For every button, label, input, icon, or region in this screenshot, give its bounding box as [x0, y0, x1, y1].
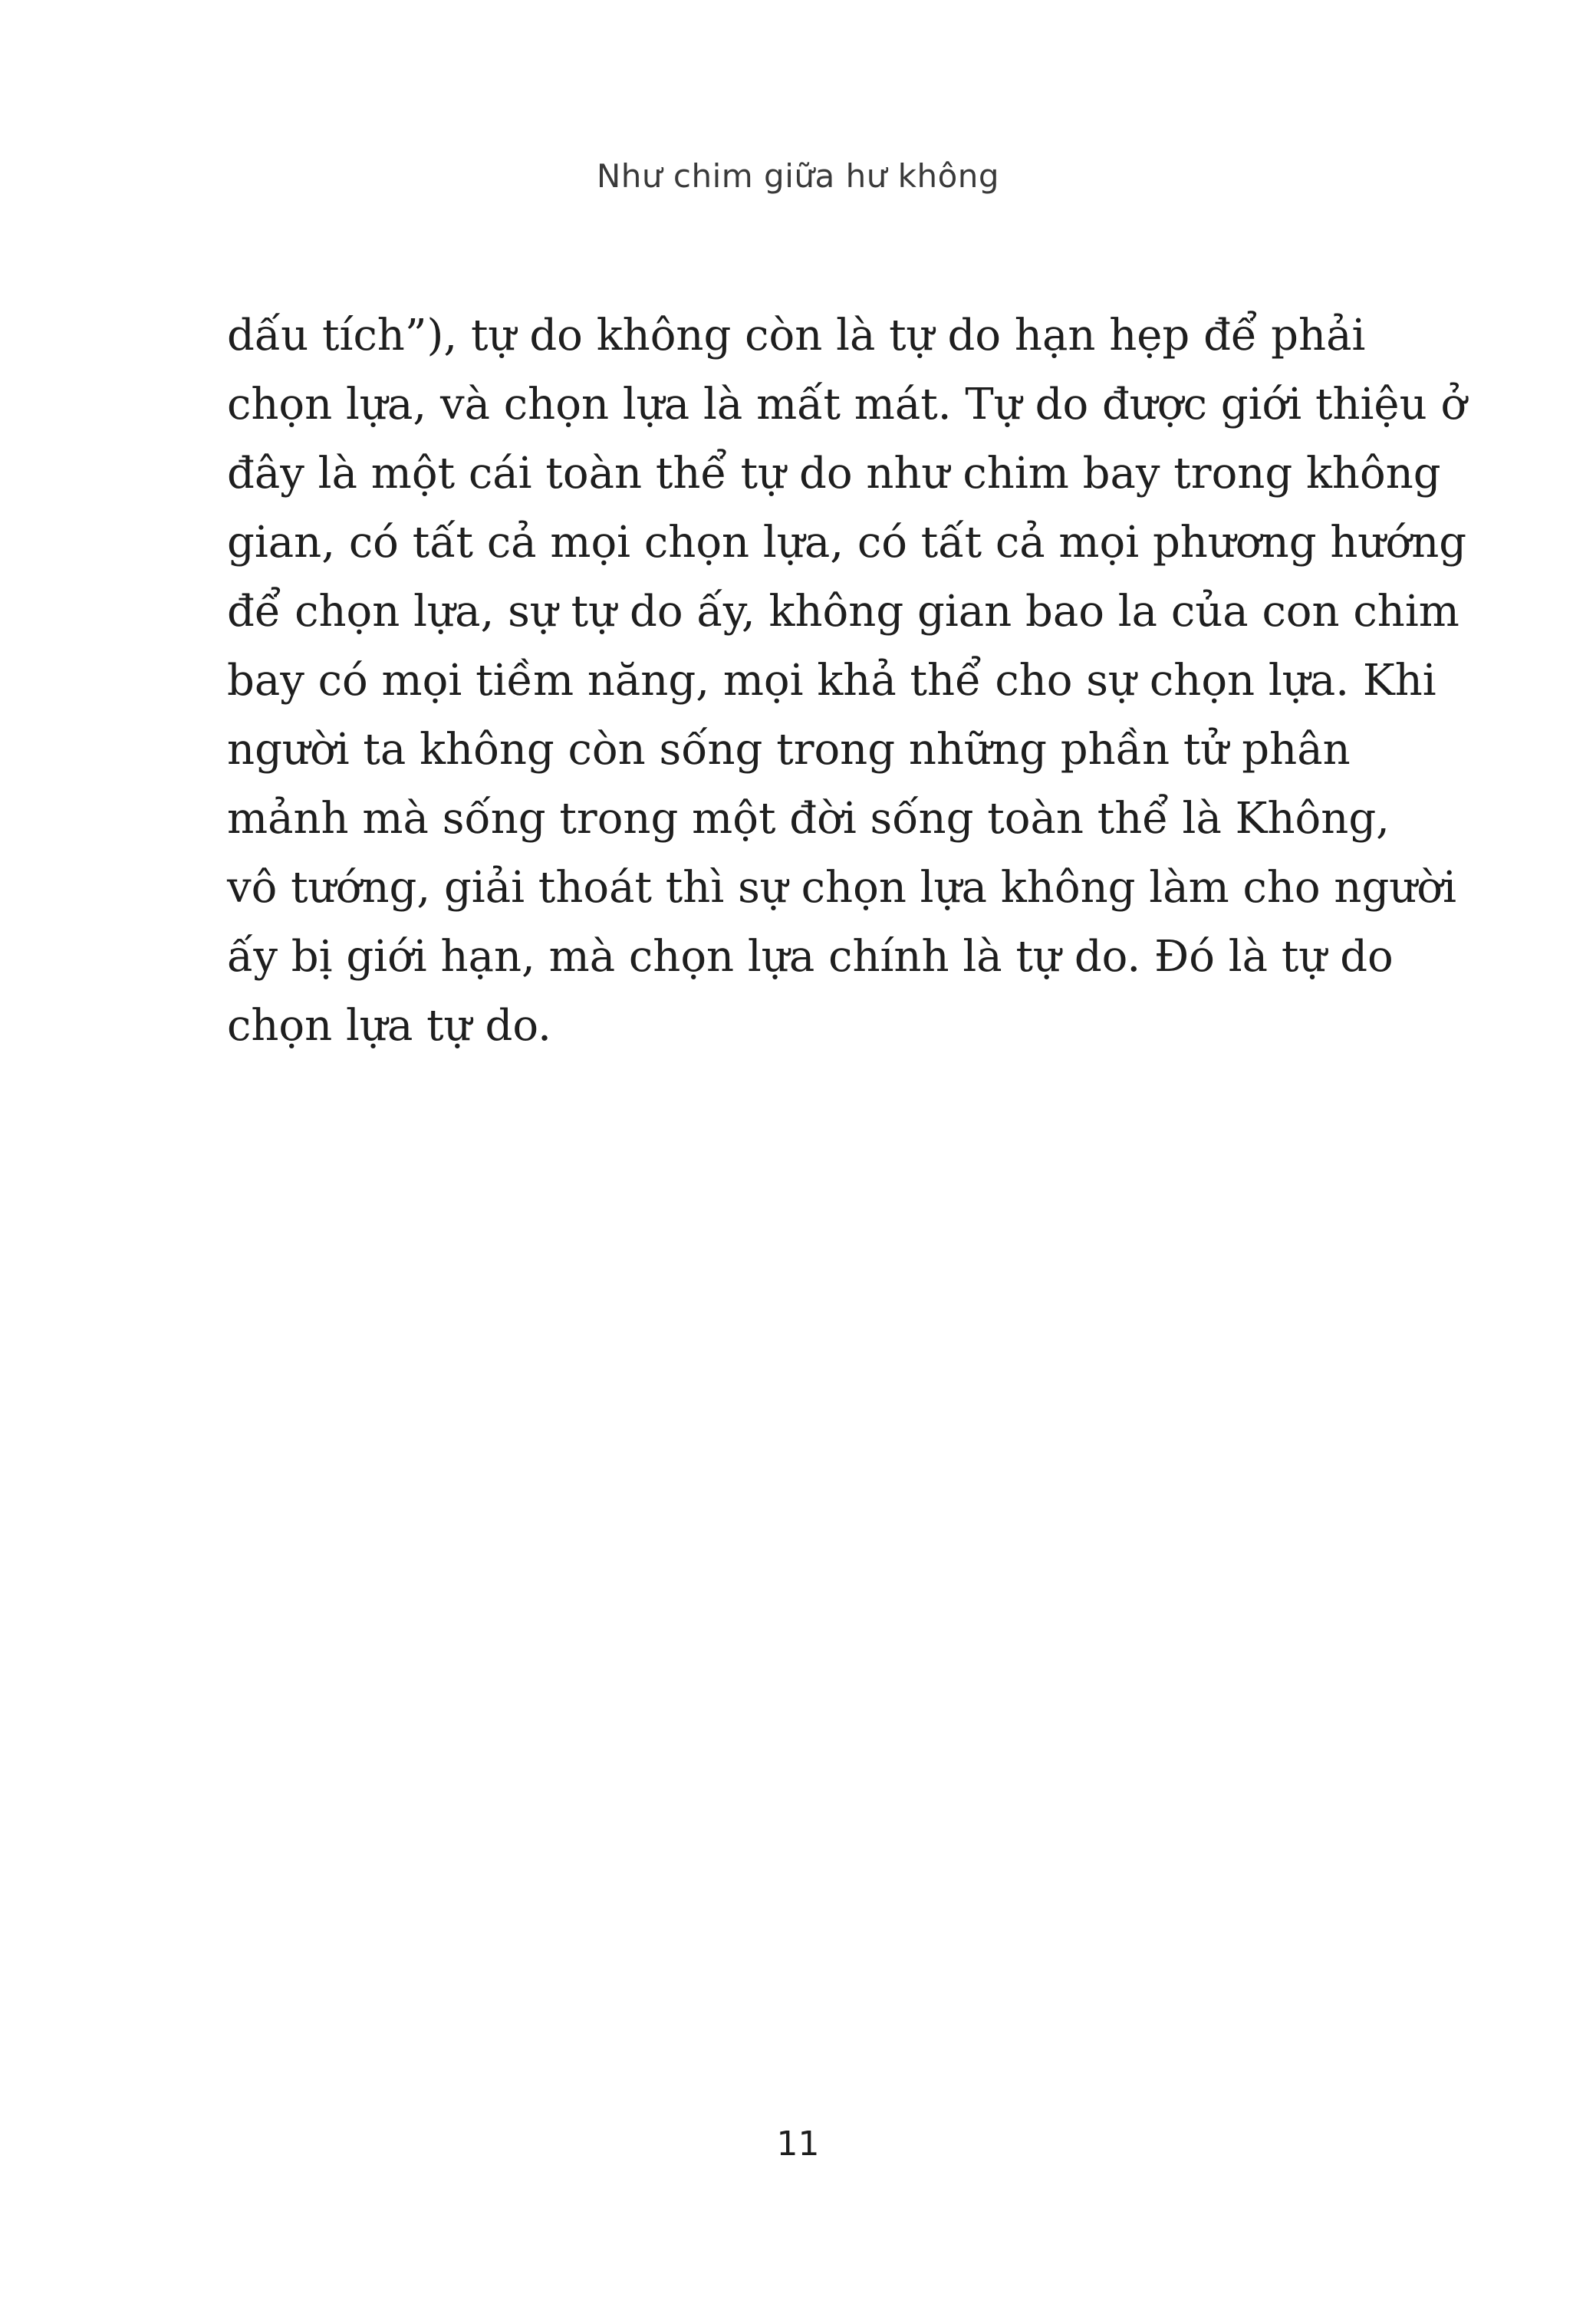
- paragraph-line: ấy bị giới hạn, mà chọn lựa chính là tự do. Đó là tự do: [227, 932, 1394, 982]
- running-header-title: Như chim giữa hư không: [596, 157, 1000, 195]
- paragraph-line: mảnh mà sống trong một đời sống toàn thể là Không,: [227, 794, 1390, 844]
- paragraph-line: gian, có tất cả mọi chọn lựa, có tất cả mọi phương hướng: [227, 518, 1467, 568]
- paragraph-line: chọn lựa tự do.: [227, 1001, 551, 1051]
- page-number: 11: [776, 2124, 820, 2164]
- paragraph-line: để chọn lựa, sự tự do ấy, không gian bao la của con chim: [227, 587, 1459, 637]
- paragraph-line: chọn lựa, và chọn lựa là mất mát. Tự do được giới thiệu ở: [227, 380, 1467, 429]
- paragraph-line: bay có mọi tiềm năng, mọi khả thể cho sự chọn lựa. Khi: [227, 656, 1436, 706]
- paragraph-line: vô tướng, giải thoát thì sự chọn lựa không làm cho người: [227, 863, 1457, 913]
- paragraph-line: đây là một cái toàn thể tự do như chim bay trong không: [227, 449, 1441, 499]
- paragraph-line: dấu tích”), tự do không còn là tự do hạn hẹp để phải: [227, 311, 1366, 360]
- paragraph-line: người ta không còn sống trong những phần tử phân: [227, 725, 1351, 775]
- body-paragraph: [227, 301, 1467, 1061]
